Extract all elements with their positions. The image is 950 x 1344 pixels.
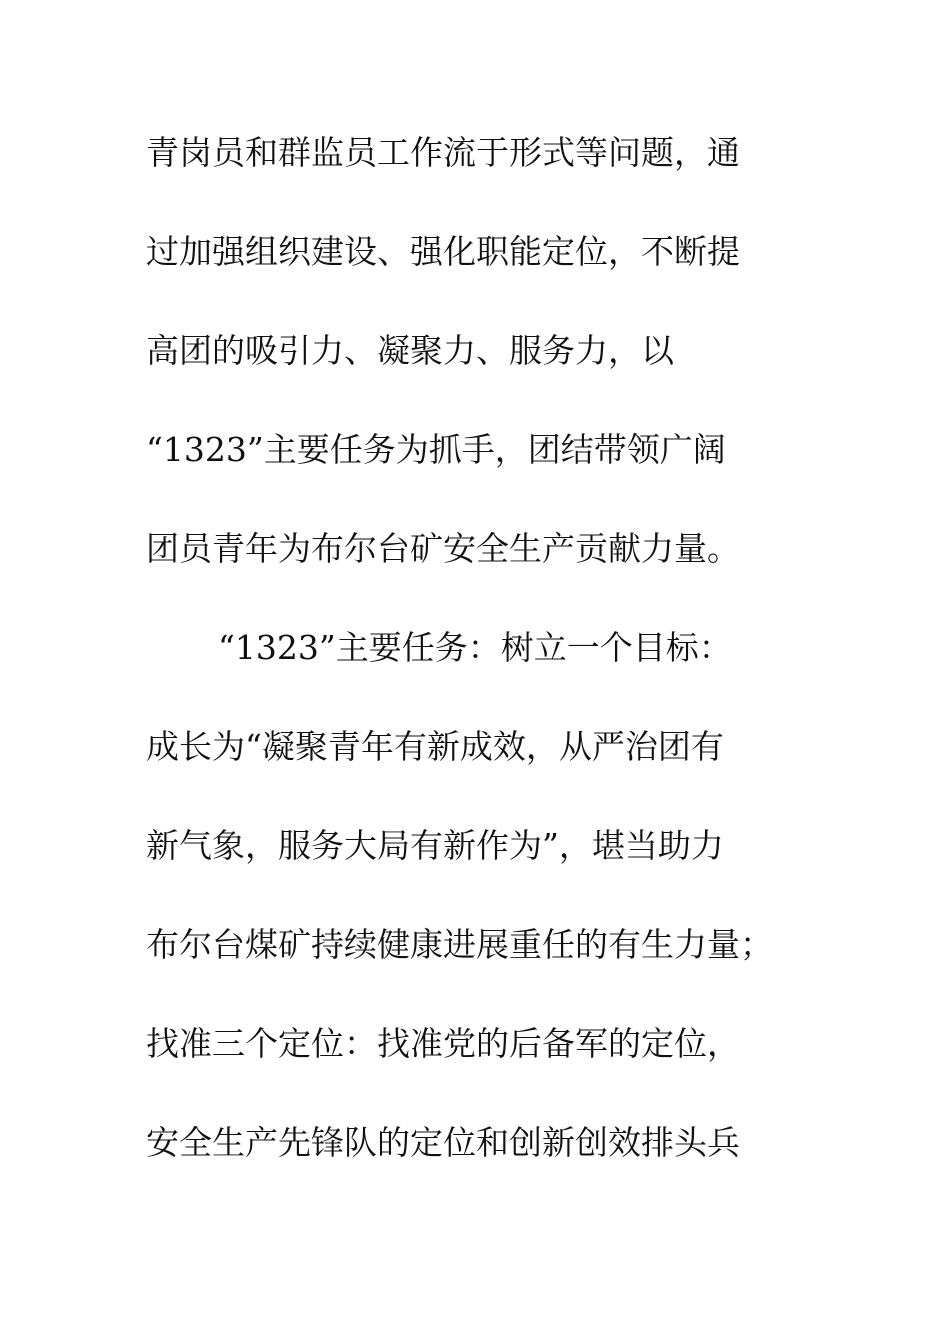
text-line: 找准三个定位：找准党的后备军的定位， — [146, 1024, 740, 1063]
paragraph-start-line: “1323”主要任务：树立一个目标： — [218, 628, 732, 667]
text-line: 过加强组织建设、强化职能定位，不断提 — [146, 232, 740, 271]
text-line: 成长为“凝聚青年有新成效，从严治团有 — [146, 727, 724, 766]
text-line: 布尔台煤矿持续健康进展重任的有生力量； — [146, 925, 773, 964]
text-line: 新气象，服务大局有新作为”，堪当助力 — [146, 826, 724, 865]
text-line: 高团的吸引力、凝聚力、服务力，以 — [146, 331, 674, 370]
text-line: 团员青年为布尔台矿安全生产贡献力量。 — [146, 529, 740, 568]
body-text — [146, 126, 826, 1215]
text-line: 青岗员和群监员工作流于形式等问题，通 — [146, 133, 740, 172]
text-line: 安全生产先锋队的定位和创新创效排头兵 — [146, 1123, 740, 1162]
text-line: “1323”主要任务为抓手，团结带领广阔 — [146, 430, 726, 469]
